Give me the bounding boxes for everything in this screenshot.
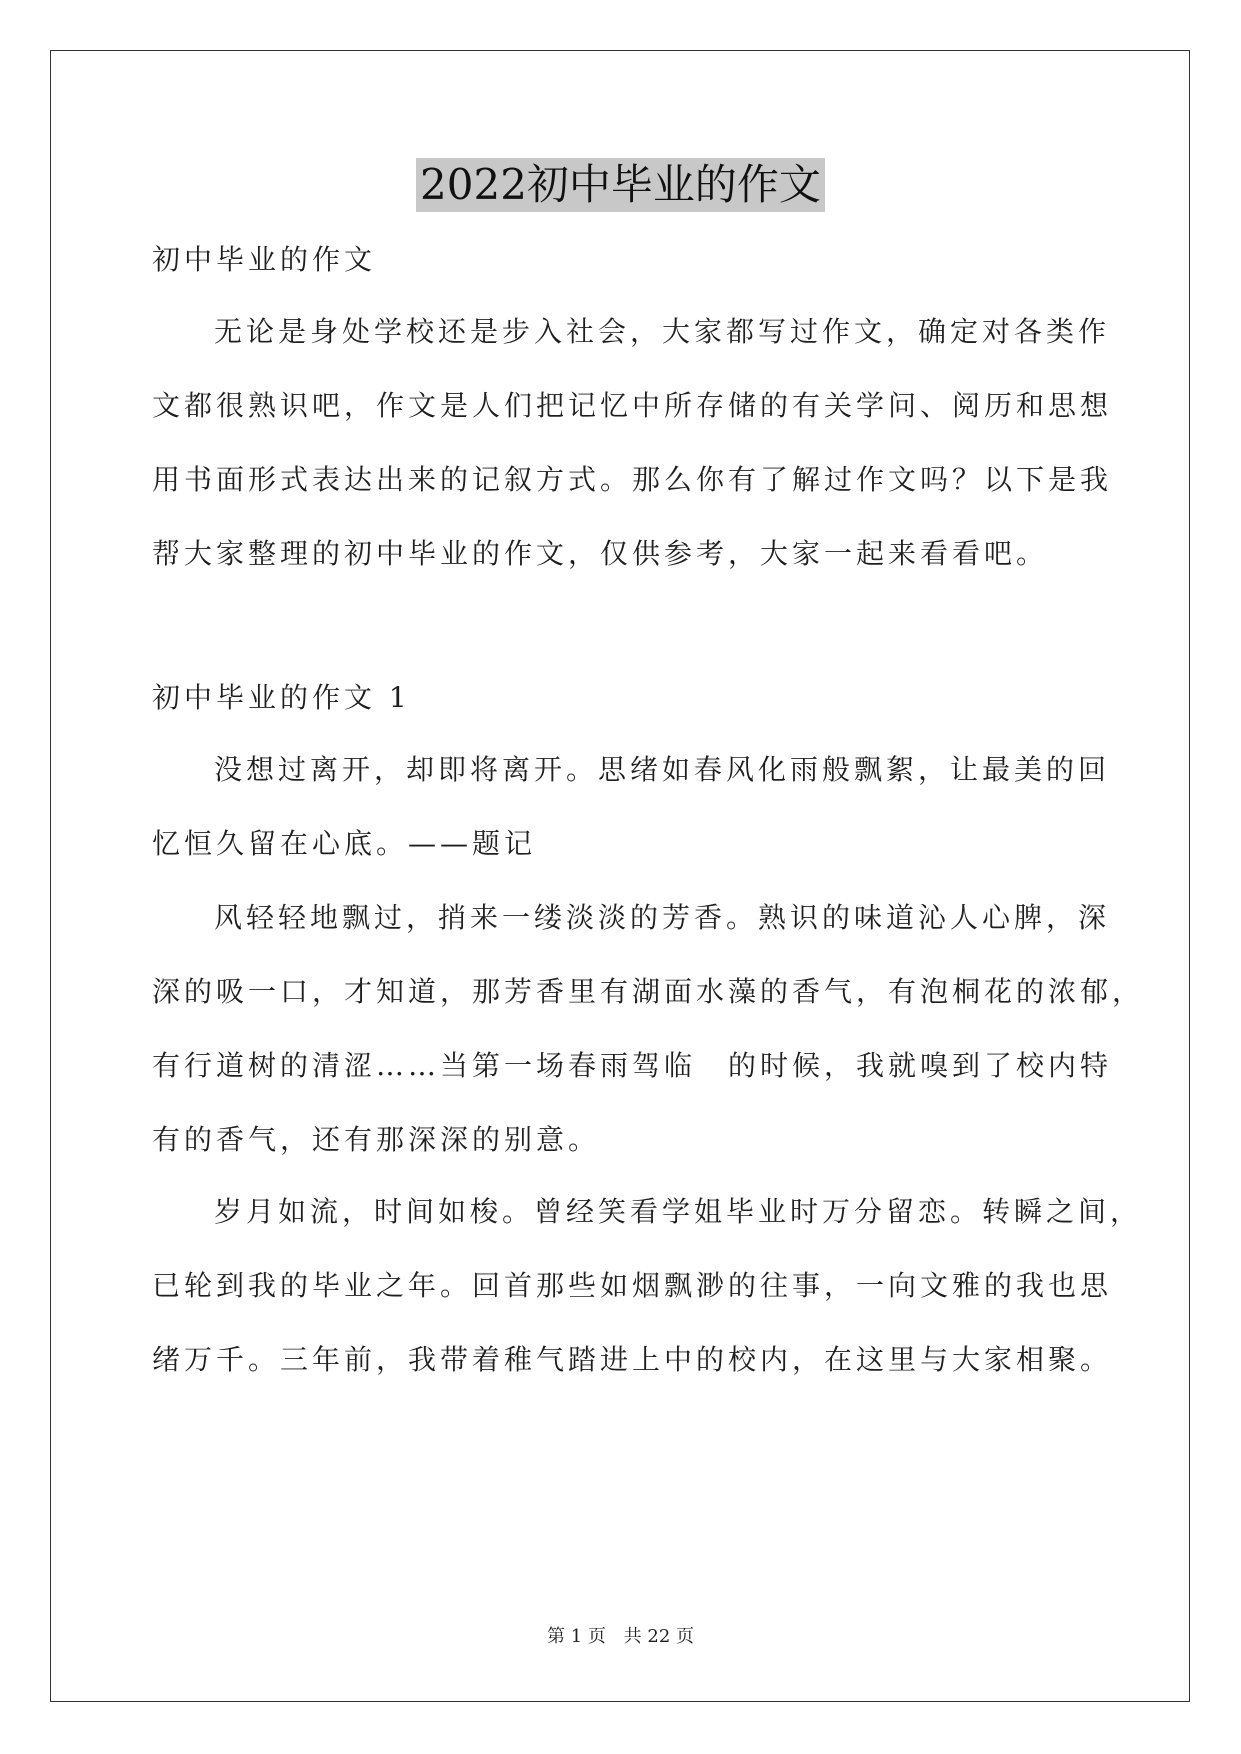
page-total: 共 22 页 [623, 1626, 694, 1647]
paragraph-line: 有的香气，还有那深深的别意。 [152, 1123, 601, 1156]
paragraph-line: 用书面形式表达出来的记叙方式。那么你有了解过作文吗？以下是我 [152, 463, 1113, 496]
title-container [0, 158, 1241, 212]
paragraph-line: 已轮到我的毕业之年。回首那些如烟飘渺的往事，一向文雅的我也思 [152, 1269, 1113, 1302]
paragraph-line: 无论是身处学校还是步入社会，大家都写过作文，确定对各类作 [214, 315, 1111, 348]
paragraph-line: 风轻轻地飘过，捎来一缕淡淡的芳香。熟识的味道沁人心脾，深 [214, 901, 1111, 934]
paragraph-line: 岁月如流，时间如梭。曾经笑看学姐毕业时万分留恋。转瞬之间， [214, 1195, 1143, 1228]
paragraph-line: 有行道树的清涩……当第一场春雨驾临 的时候，我就嗅到了校内特 [152, 1049, 1113, 1082]
paragraph-line: 文都很熟识吧，作文是人们把记忆中所存储的有关学问、阅历和思想 [152, 389, 1113, 422]
paragraph-line: 深的吸一口，才知道，那芳香里有湖面水藻的香气，有泡桐花的浓郁， [152, 975, 1145, 1008]
section-heading: 初中毕业的作文 1 [152, 681, 411, 714]
paragraph-line: 绪万千。三年前，我带着稚气踏进上中的校内，在这里与大家相聚。 [152, 1343, 1113, 1376]
page-border [50, 50, 1190, 1702]
paragraph-line: 忆恒久留在心底。——题记 [152, 827, 537, 860]
paragraph-line: 没想过离开，却即将离开。思绪如春风化雨般飘絮，让最美的回 [214, 753, 1111, 786]
document-title: 2022初中毕业的作文 [416, 158, 825, 212]
page-number: 第 1 页 [547, 1626, 606, 1647]
page-footer [0, 1622, 1241, 1648]
subtitle: 初中毕业的作文 [152, 243, 377, 276]
paragraph-line: 帮大家整理的初中毕业的作文，仅供参考，大家一起来看看吧。 [152, 537, 1049, 570]
